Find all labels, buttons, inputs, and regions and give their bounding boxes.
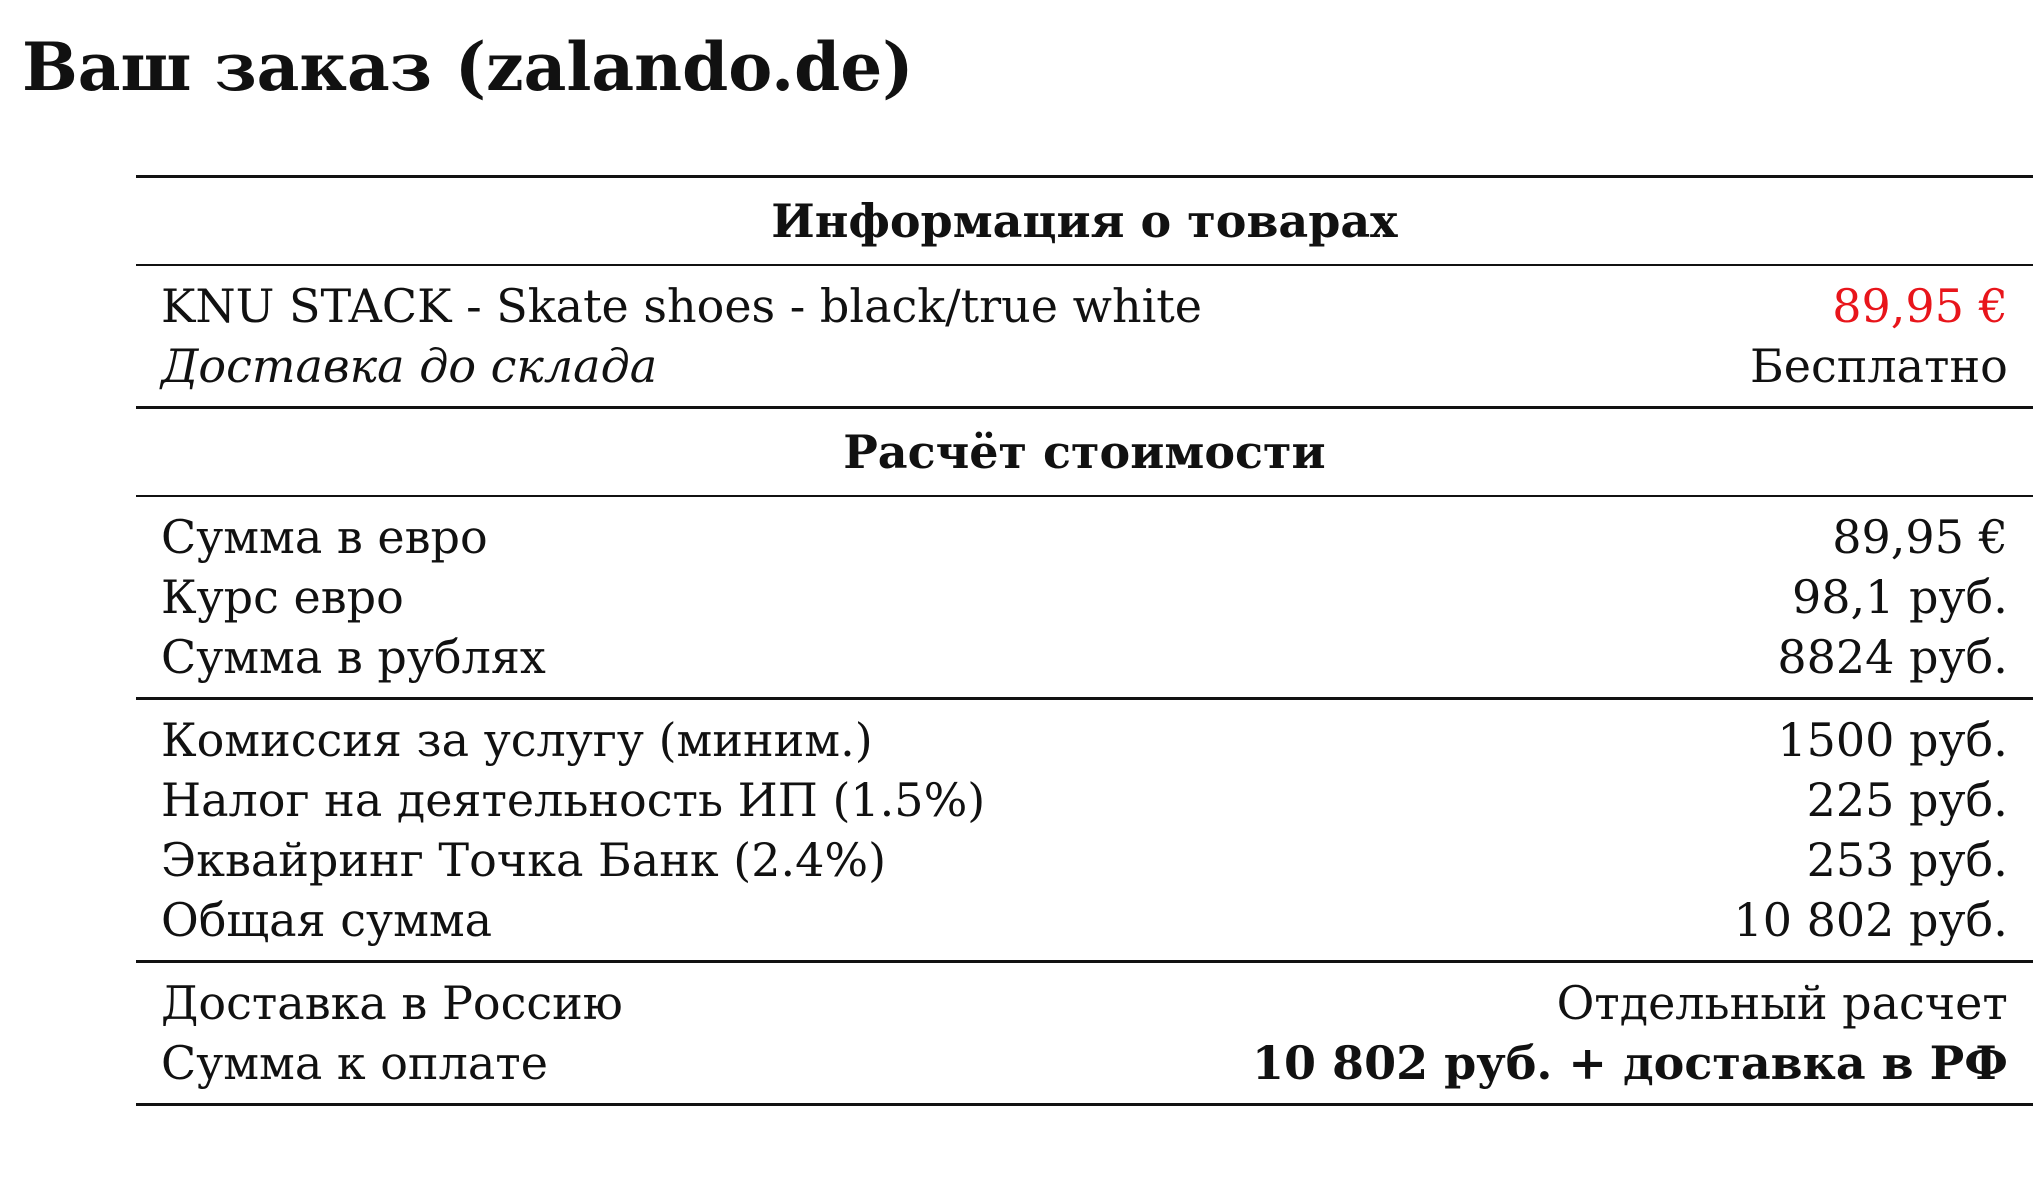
table-row bbox=[136, 496, 2033, 567]
russia-delivery-label: Доставка в Россию bbox=[161, 976, 623, 1030]
table-row bbox=[136, 890, 2033, 962]
sum-rub-label: Сумма в рублях bbox=[161, 630, 546, 684]
warehouse-delivery-value: Бесплатно bbox=[1749, 339, 2008, 393]
product-section-heading-row bbox=[136, 177, 2033, 266]
table-row bbox=[136, 336, 2033, 408]
table-row bbox=[136, 567, 2033, 627]
total-value: 10 802 руб. bbox=[1733, 893, 2008, 947]
acquiring-label: Эквайринг Точка Банк (2.4%) bbox=[161, 833, 887, 887]
service-fee-label: Комиссия за услугу (миним.) bbox=[161, 713, 873, 767]
tax-value: 225 руб. bbox=[1806, 773, 2008, 827]
russia-delivery-value: Отдельный расчет bbox=[1556, 976, 2008, 1030]
cost-section-heading: Расчёт стоимости bbox=[843, 425, 1326, 479]
product-section-heading: Информация о товарах bbox=[771, 194, 1398, 248]
amount-due-label: Сумма к оплате bbox=[161, 1036, 548, 1090]
item-price: 89,95 € bbox=[1832, 279, 2008, 333]
page-title: Ваш заказ (zalando.de) bbox=[22, 28, 914, 106]
cost-section-heading-row bbox=[136, 408, 2033, 497]
sum-eur-value: 89,95 € bbox=[1832, 510, 2008, 564]
table-row bbox=[136, 962, 2033, 1034]
service-fee-value: 1500 руб. bbox=[1777, 713, 2008, 767]
amount-due-value: 10 802 руб. + доставка в РФ bbox=[1252, 1036, 2008, 1090]
item-name: KNU STACK - Skate shoes - black/true white bbox=[161, 279, 1203, 333]
order-table bbox=[136, 175, 2033, 1106]
table-row bbox=[136, 830, 2033, 890]
table-row bbox=[136, 627, 2033, 699]
sum-rub-value: 8824 руб. bbox=[1777, 630, 2008, 684]
eur-rate-label: Курс евро bbox=[161, 570, 404, 624]
total-label: Общая сумма bbox=[161, 893, 493, 947]
table-row bbox=[136, 699, 2033, 771]
table-row bbox=[136, 1033, 2033, 1105]
acquiring-value: 253 руб. bbox=[1806, 833, 2008, 887]
tax-label: Налог на деятельность ИП (1.5%) bbox=[161, 773, 986, 827]
sum-eur-label: Сумма в евро bbox=[161, 510, 488, 564]
eur-rate-value: 98,1 руб. bbox=[1791, 570, 2008, 624]
table-row bbox=[136, 265, 2033, 336]
warehouse-delivery-label: Доставка до склада bbox=[161, 339, 658, 393]
table-row bbox=[136, 770, 2033, 830]
